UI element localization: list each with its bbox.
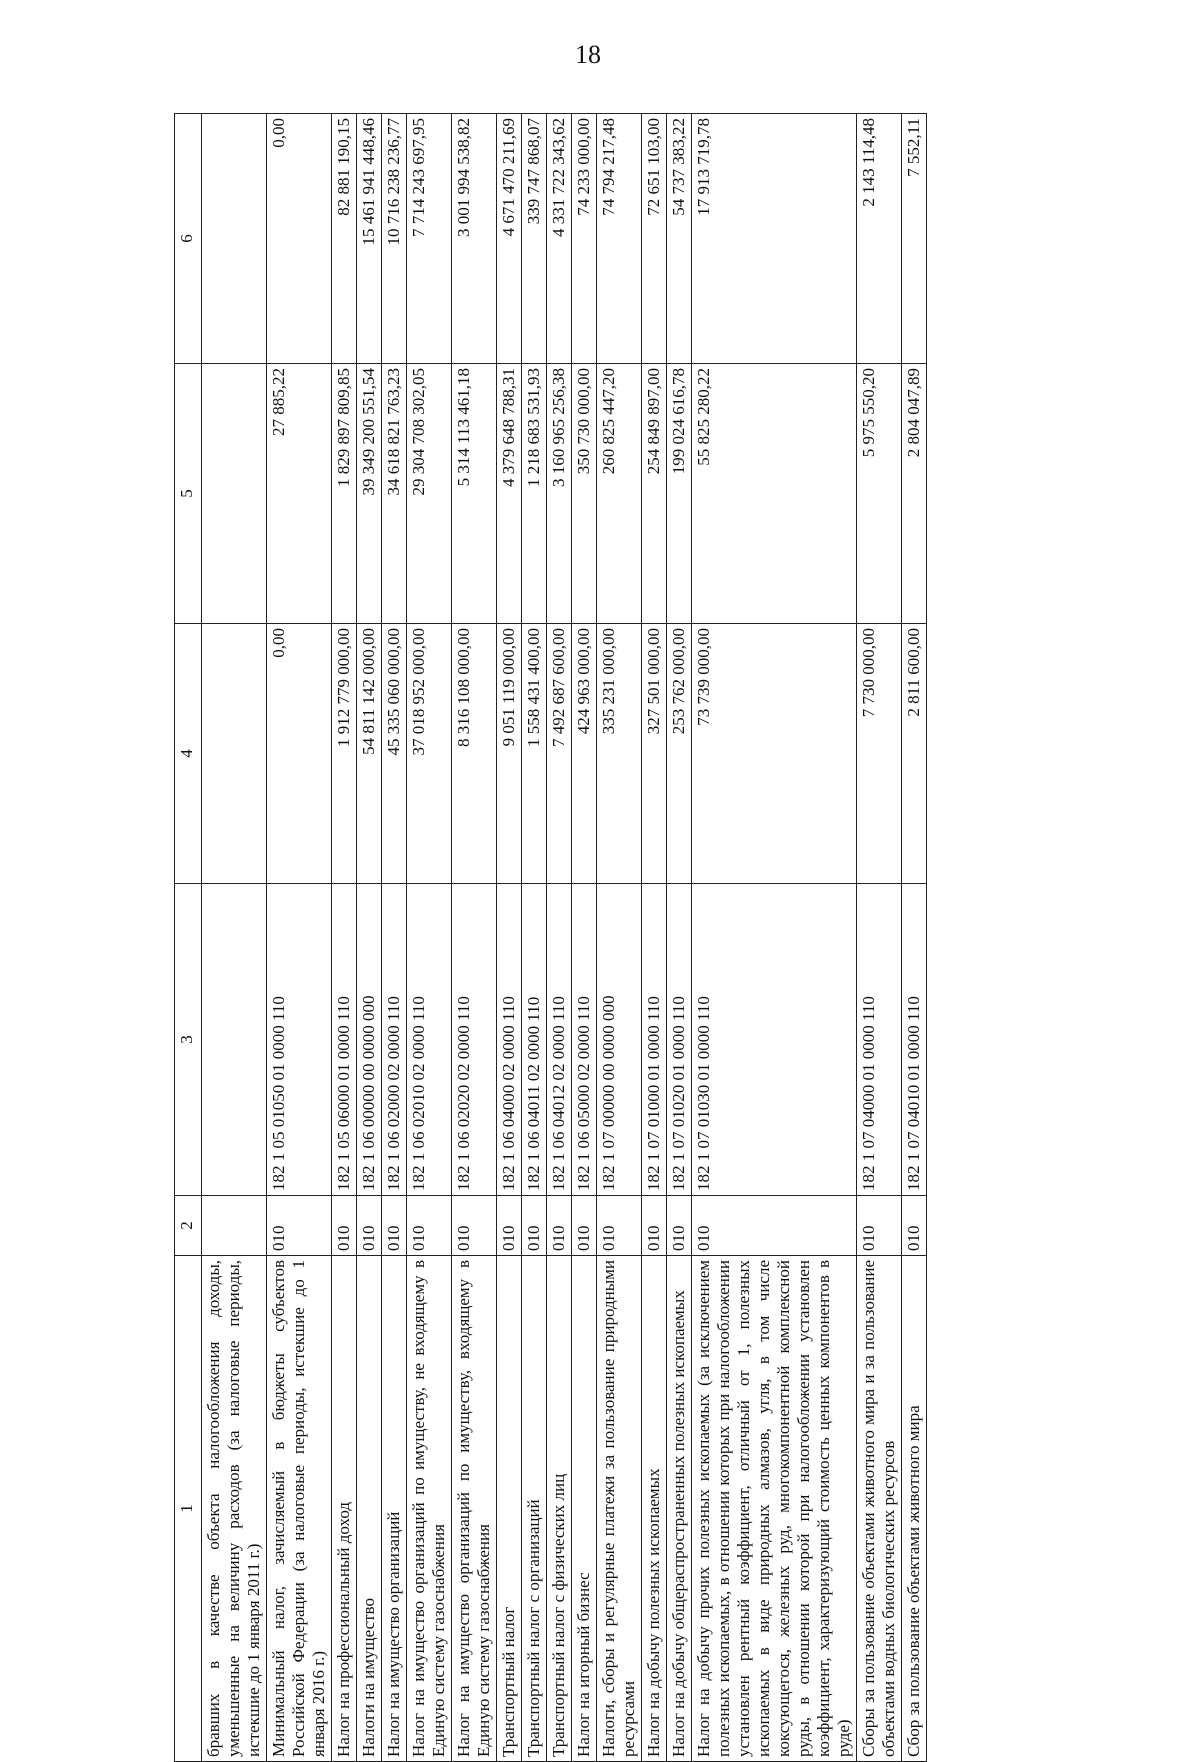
approved-amount-cell: 327 501 000,00 (642, 624, 667, 884)
executed-amount-cell: 5 975 550,20 (857, 364, 902, 624)
indicator-name-cell: Налоги, сборы и регулярные платежи за пользование природными ресурсами (597, 1256, 642, 1762)
budget-classification-code-cell: 182 1 06 02000 02 0000 110 (382, 884, 407, 1196)
unexecuted-amount-cell: 2 143 114,48 (857, 114, 902, 364)
line-code-cell: 010 (382, 1196, 407, 1256)
line-code-cell (202, 1196, 267, 1256)
table-body (202, 114, 927, 1762)
approved-amount-cell: 7 492 687 600,00 (547, 624, 572, 884)
indicator-name-cell: Транспортный налог с организаций (522, 1256, 547, 1762)
approved-amount-cell: 2 811 600,00 (902, 624, 927, 884)
column-header: 3 (175, 884, 202, 1196)
indicator-name-cell: Налог на добычу общераспространенных полезных ископаемых (667, 1256, 692, 1762)
table-row (522, 114, 547, 1762)
column-header: 2 (175, 1196, 202, 1256)
line-code-cell: 010 (642, 1196, 667, 1256)
indicator-name-cell: Налог на игорный бизнес (572, 1256, 597, 1762)
line-code-cell: 010 (857, 1196, 902, 1256)
indicator-name-cell: Налог на имущество организаций по имуществу, не входящему в Единую систему газоснабжения (407, 1256, 452, 1762)
executed-amount-cell: 39 349 200 551,54 (357, 364, 382, 624)
unexecuted-amount-cell (202, 114, 267, 364)
table-row (497, 114, 522, 1762)
line-code-cell: 010 (692, 1196, 857, 1256)
table-row (202, 114, 267, 1762)
unexecuted-amount-cell: 74 233 000,00 (572, 114, 597, 364)
approved-amount-cell: 253 762 000,00 (667, 624, 692, 884)
line-code-cell: 010 (332, 1196, 357, 1256)
unexecuted-amount-cell: 17 913 719,78 (692, 114, 857, 364)
budget-classification-code-cell: 182 1 06 02010 02 0000 110 (407, 884, 452, 1196)
budget-classification-code-cell: 182 1 07 04010 01 0000 110 (902, 884, 927, 1196)
approved-amount-cell: 37 018 952 000,00 (407, 624, 452, 884)
line-code-cell: 010 (667, 1196, 692, 1256)
budget-classification-code-cell: 182 1 05 06000 01 0000 110 (332, 884, 357, 1196)
unexecuted-amount-cell: 82 881 190,15 (332, 114, 357, 364)
unexecuted-amount-cell: 10 716 238 236,77 (382, 114, 407, 364)
table-row (857, 114, 902, 1762)
budget-classification-code-cell: 182 1 06 05000 02 0000 110 (572, 884, 597, 1196)
executed-amount-cell: 350 730 000,00 (572, 364, 597, 624)
line-code-cell: 010 (547, 1196, 572, 1256)
budget-classification-code-cell: 182 1 07 00000 00 0000 000 (597, 884, 642, 1196)
column-header: 6 (175, 114, 202, 364)
indicator-name-cell: бравших в качестве объекта налогообложения доходы, уменьшенные на величину расходов (за налоговые периоды, истекшие до 1 января 2011 г.) (202, 1256, 267, 1762)
executed-amount-cell: 254 849 897,00 (642, 364, 667, 624)
line-code-cell: 010 (572, 1196, 597, 1256)
indicator-name-cell: Налоги на имущество (357, 1256, 382, 1762)
indicator-name-cell: Транспортный налог (497, 1256, 522, 1762)
executed-amount-cell: 55 825 280,22 (692, 364, 857, 624)
executed-amount-cell: 2 804 047,89 (902, 364, 927, 624)
column-header: 5 (175, 364, 202, 624)
table-row (667, 114, 692, 1762)
table-row (332, 114, 357, 1762)
line-code-cell: 010 (522, 1196, 547, 1256)
budget-classification-code-cell: 182 1 07 04000 01 0000 110 (857, 884, 902, 1196)
budget-classification-code-cell: 182 1 06 04012 02 0000 110 (547, 884, 572, 1196)
line-code-cell: 010 (597, 1196, 642, 1256)
approved-amount-cell: 0,00 (267, 624, 332, 884)
indicator-name-cell: Налог на имущество организаций (382, 1256, 407, 1762)
unexecuted-amount-cell: 54 737 383,22 (667, 114, 692, 364)
unexecuted-amount-cell: 74 794 217,48 (597, 114, 642, 364)
executed-amount-cell: 29 304 708 302,05 (407, 364, 452, 624)
line-code-cell: 010 (357, 1196, 382, 1256)
line-code-cell: 010 (407, 1196, 452, 1256)
unexecuted-amount-cell: 72 651 103,00 (642, 114, 667, 364)
line-code-cell: 010 (267, 1196, 332, 1256)
approved-amount-cell: 1 912 779 000,00 (332, 624, 357, 884)
executed-amount-cell (202, 364, 267, 624)
approved-amount-cell: 73 739 000,00 (692, 624, 857, 884)
rotated-table-container (174, 114, 1024, 1762)
budget-classification-code-cell: 182 1 07 01030 01 0000 110 (692, 884, 857, 1196)
unexecuted-amount-cell: 7 552,11 (902, 114, 927, 364)
indicator-name-cell: Налог на добычу прочих полезных ископаемых (за исключением полезных ископаемых, в отношении которых при налогообложении установлен рентный коэффициент, отличный от 1, полезных ископаемых в виде природных алмазов, угля, в том числе коксующегося, железных руд, многокомпонентной комплексной руды, в отношении которой при налогообложении установлен коэффициент, характеризующий стоимость ценных компонентов в руде) (692, 1256, 857, 1762)
table-row (692, 114, 857, 1762)
executed-amount-cell: 27 885,22 (267, 364, 332, 624)
table-row (382, 114, 407, 1762)
line-code-cell: 010 (902, 1196, 927, 1256)
approved-amount-cell: 1 558 431 400,00 (522, 624, 547, 884)
executed-amount-cell: 199 024 616,78 (667, 364, 692, 624)
executed-amount-cell: 4 379 648 788,31 (497, 364, 522, 624)
revenue-table (174, 113, 927, 1762)
indicator-name-cell: Сборы за пользование объектами животного мира и за пользование объектами водных биологических ресурсов (857, 1256, 902, 1762)
approved-amount-cell: 9 051 119 000,00 (497, 624, 522, 884)
executed-amount-cell: 3 160 965 256,38 (547, 364, 572, 624)
table-row (902, 114, 927, 1762)
column-header: 1 (175, 1256, 202, 1762)
table-header-row (175, 114, 202, 1762)
table-row (267, 114, 332, 1762)
indicator-name-cell: Транспортный налог с физических лиц (547, 1256, 572, 1762)
approved-amount-cell: 7 730 000,00 (857, 624, 902, 884)
approved-amount-cell: 54 811 142 000,00 (357, 624, 382, 884)
approved-amount-cell (202, 624, 267, 884)
table-row (547, 114, 572, 1762)
indicator-name-cell: Минимальный налог, зачисляемый в бюджеты субъектов Российской Федерации (за налоговые периоды, истекшие до 1 января 2016 г.) (267, 1256, 332, 1762)
approved-amount-cell: 8 316 108 000,00 (452, 624, 497, 884)
line-code-cell: 010 (497, 1196, 522, 1256)
approved-amount-cell: 335 231 000,00 (597, 624, 642, 884)
indicator-name-cell: Налог на добычу полезных ископаемых (642, 1256, 667, 1762)
budget-classification-code-cell: 182 1 06 04000 02 0000 110 (497, 884, 522, 1196)
executed-amount-cell: 1 829 897 809,85 (332, 364, 357, 624)
approved-amount-cell: 424 963 000,00 (572, 624, 597, 884)
executed-amount-cell: 1 218 683 531,93 (522, 364, 547, 624)
unexecuted-amount-cell: 339 747 868,07 (522, 114, 547, 364)
table-row (357, 114, 382, 1762)
unexecuted-amount-cell: 3 001 994 538,82 (452, 114, 497, 364)
table-row (452, 114, 497, 1762)
table-row (572, 114, 597, 1762)
indicator-name-cell: Налог на профессиональный доход (332, 1256, 357, 1762)
executed-amount-cell: 5 314 113 461,18 (452, 364, 497, 624)
budget-classification-code-cell: 182 1 06 02020 02 0000 110 (452, 884, 497, 1196)
unexecuted-amount-cell: 4 671 470 211,69 (497, 114, 522, 364)
unexecuted-amount-cell: 15 461 941 448,46 (357, 114, 382, 364)
indicator-name-cell: Налог на имущество организаций по имуществу, входящему в Единую систему газоснабжения (452, 1256, 497, 1762)
column-header: 4 (175, 624, 202, 884)
table-row (407, 114, 452, 1762)
table-row (642, 114, 667, 1762)
executed-amount-cell: 260 825 447,20 (597, 364, 642, 624)
executed-amount-cell: 34 618 821 763,23 (382, 364, 407, 624)
line-code-cell: 010 (452, 1196, 497, 1256)
budget-classification-code-cell: 182 1 07 01000 01 0000 110 (642, 884, 667, 1196)
budget-classification-code-cell: 182 1 07 01020 01 0000 110 (667, 884, 692, 1196)
unexecuted-amount-cell: 4 331 722 343,62 (547, 114, 572, 364)
unexecuted-amount-cell: 7 714 243 697,95 (407, 114, 452, 364)
page-number: 18 (575, 40, 601, 69)
table-row (597, 114, 642, 1762)
budget-classification-code-cell: 182 1 05 01050 01 0000 110 (267, 884, 332, 1196)
budget-classification-code-cell (202, 884, 267, 1196)
budget-classification-code-cell: 182 1 06 00000 00 0000 000 (357, 884, 382, 1196)
unexecuted-amount-cell: 0,00 (267, 114, 332, 364)
budget-classification-code-cell: 182 1 06 04011 02 0000 110 (522, 884, 547, 1196)
approved-amount-cell: 45 335 060 000,00 (382, 624, 407, 884)
indicator-name-cell: Сбор за пользование объектами животного мира (902, 1256, 927, 1762)
